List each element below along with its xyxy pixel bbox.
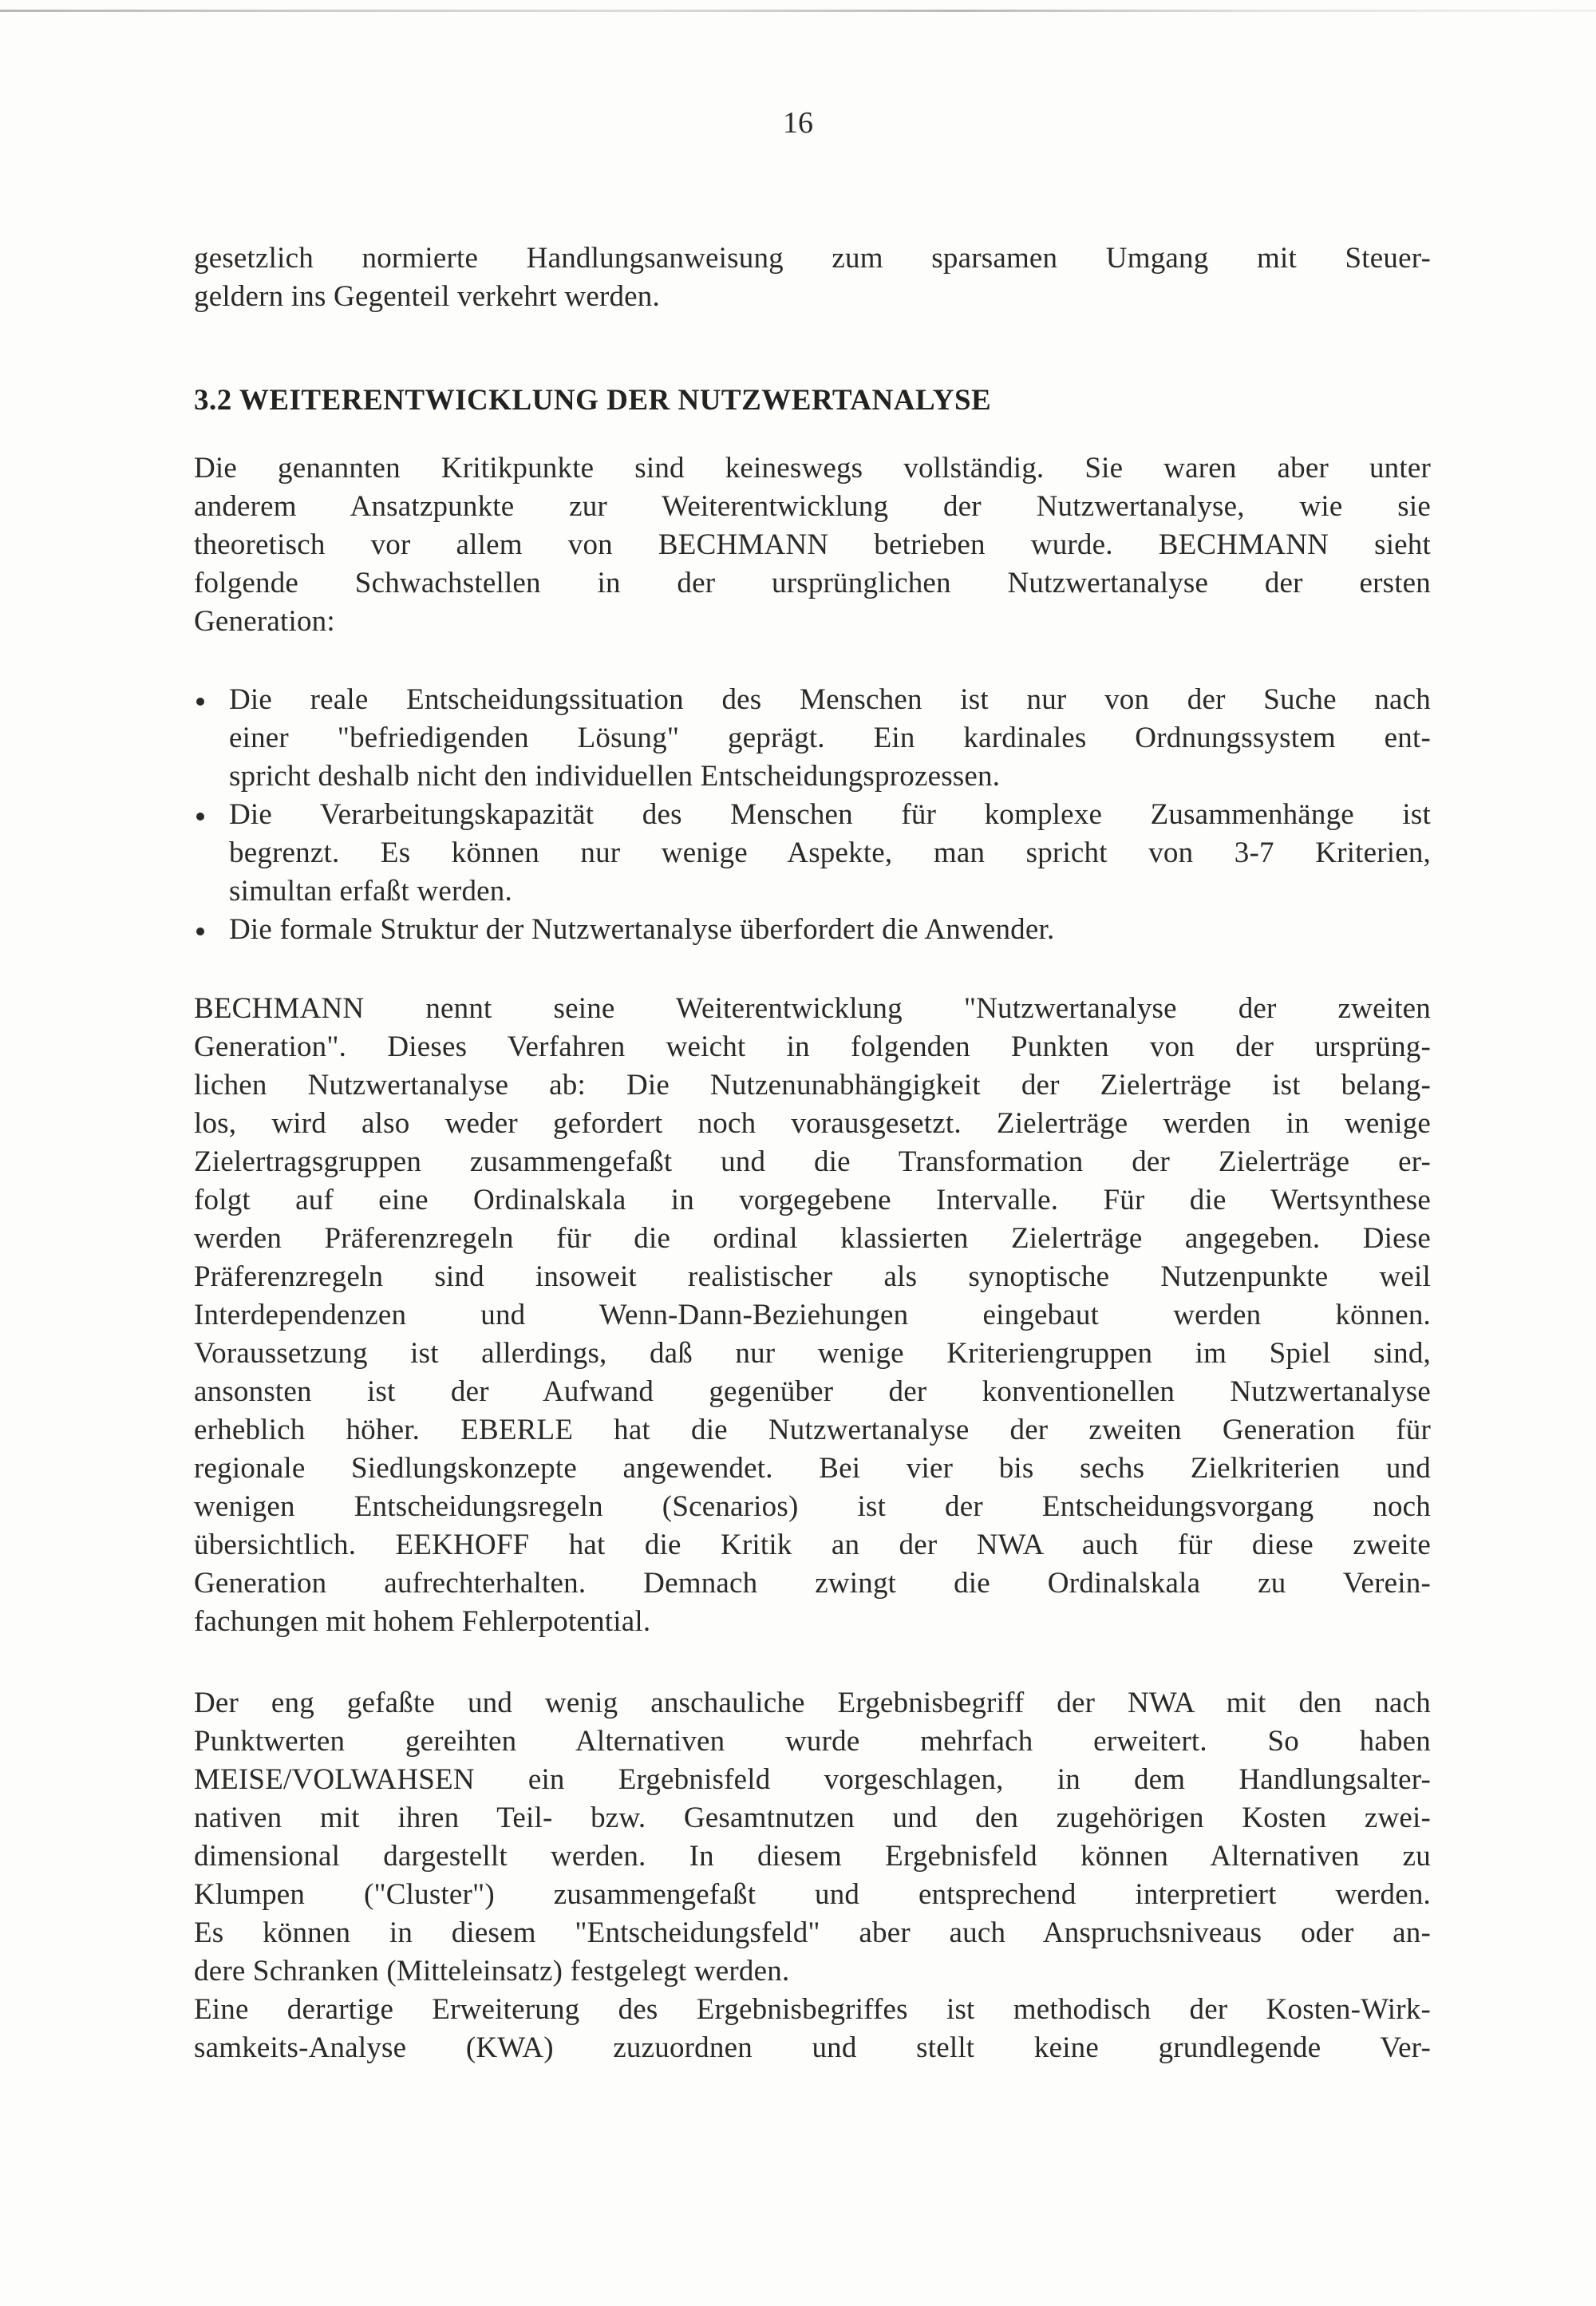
text-line: nativen mit ihren Teil- bzw. Gesamtnutzen und den zugehörigen Kosten zwei-	[194, 1802, 1431, 1834]
text-line: geldern ins Gegenteil verkehrt werden.	[194, 280, 660, 313]
section-heading: 3.2 WEITERENTWICKLUNG DER NUTZWERTANALYSE	[194, 384, 992, 417]
text-line: wenigen Entscheidungsregeln (Scenarios) ist der Entscheidungsvorgang noch	[194, 1490, 1431, 1523]
text-line: ansonsten ist der Aufwand gegenüber der konventionellen Nutzwertanalyse	[194, 1375, 1431, 1408]
text-line: Die reale Entscheidungssituation des Menschen ist nur von der Suche nach	[229, 683, 1431, 716]
text-line: folgende Schwachstellen in der ursprünglichen Nutzwertanalyse der ersten	[194, 567, 1431, 599]
text-line: Eine derartige Erweiterung des Ergebnisbegriffes ist methodisch der Kosten-Wirk-	[194, 1993, 1431, 2026]
text-line: lichen Nutzwertanalyse ab: Die Nutzenunabhängigkeit der Zielerträge ist belang-	[194, 1069, 1431, 1102]
text-line: Die genannten Kritikpunkte sind keineswegs vollständig. Sie waren aber unter	[194, 452, 1431, 485]
text-line: Voraussetzung ist allerdings, daß nur wenige Kriteriengruppen im Spiel sind,	[194, 1337, 1431, 1370]
text-line: spricht deshalb nicht den individuellen Entscheidungsprozessen.	[229, 760, 1001, 793]
text-line: simultan erfaßt werden.	[229, 875, 512, 908]
text-line: los, wird also weder gefordert noch vorausgesetzt. Zielerträge werden in wenige	[194, 1107, 1431, 1140]
text-line: regionale Siedlungskonzepte angewendet. Bei vier bis sechs Zielkriterien und	[194, 1452, 1431, 1485]
text-line: Generation". Dieses Verfahren weicht in folgenden Punkten von der ursprüng-	[194, 1030, 1431, 1063]
text-line: MEISE/VOLWAHSEN ein Ergebnisfeld vorgeschlagen, in dem Handlungsalter-	[194, 1763, 1431, 1796]
text-line: Zielertragsgruppen zusammengefaßt und die Transformation der Zielerträge er-	[194, 1145, 1431, 1178]
text-line: folgt auf eine Ordinalskala in vorgegebene Intervalle. Für die Wertsynthese	[194, 1184, 1431, 1216]
text-line: gesetzlich normierte Handlungsanweisung zum sparsamen Umgang mit Steuer-	[194, 242, 1431, 275]
text-line: BECHMANN nennt seine Weiterentwicklung "Nutzwertanalyse der zweiten	[194, 992, 1431, 1025]
text-line: Interdependenzen und Wenn-Dann-Beziehungen eingebaut werden können.	[194, 1299, 1431, 1331]
text-line: begrenzt. Es können nur wenige Aspekte, man spricht von 3-7 Kriterien,	[229, 837, 1431, 869]
text-line: Die formale Struktur der Nutzwertanalyse überfordert die Anwender.	[229, 913, 1055, 946]
bullet-icon	[196, 928, 204, 935]
text-line: Klumpen ("Cluster") zusammengefaßt und entsprechend interpretiert werden.	[194, 1878, 1431, 1911]
text-line: Der eng gefaßte und wenig anschauliche Ergebnisbegriff der NWA mit den nach	[194, 1687, 1431, 1719]
text-line: Generation:	[194, 605, 335, 638]
text-line: Punktwerten gereihten Alternativen wurde mehrfach erweitert. So haben	[194, 1725, 1431, 1758]
scan-top-edge	[0, 10, 1596, 12]
text-line: Präferenzregeln sind insoweit realistischer als synoptische Nutzenpunkte weil	[194, 1260, 1431, 1293]
text-line: theoretisch vor allem von BECHMANN betrieben wurde. BECHMANN sieht	[194, 528, 1431, 561]
bullet-icon	[196, 698, 204, 706]
page-number: 16	[783, 106, 813, 140]
text-line: erheblich höher. EBERLE hat die Nutzwertanalyse der zweiten Generation für	[194, 1414, 1431, 1446]
text-line: dere Schranken (Mitteleinsatz) festgelegt werden.	[194, 1955, 790, 1988]
text-line: fachungen mit hohem Fehlerpotential.	[194, 1605, 651, 1638]
text-line: einer "befriedigenden Lösung" geprägt. Ein kardinales Ordnungssystem ent-	[229, 722, 1431, 754]
text-line: werden Präferenzregeln für die ordinal klassierten Zielerträge angegeben. Diese	[194, 1222, 1431, 1255]
text-line: dimensional dargestellt werden. In diesem Ergebnisfeld können Alternativen zu	[194, 1840, 1431, 1873]
text-line: samkeits-Analyse (KWA) zuzuordnen und stellt keine grundlegende Ver-	[194, 2031, 1431, 2064]
text-line: Generation aufrechterhalten. Demnach zwingt die Ordinalskala zu Verein-	[194, 1567, 1431, 1600]
text-line: anderem Ansatzpunkte zur Weiterentwicklung der Nutzwertanalyse, wie sie	[194, 490, 1431, 523]
text-line: übersichtlich. EEKHOFF hat die Kritik an der NWA auch für diese zweite	[194, 1529, 1431, 1561]
text-line: Es können in diesem "Entscheidungsfeld" aber auch Anspruchsniveaus oder an-	[194, 1916, 1431, 1949]
text-line: Die Verarbeitungskapazität des Menschen für komplexe Zusammenhänge ist	[229, 798, 1431, 831]
bullet-icon	[196, 813, 204, 821]
